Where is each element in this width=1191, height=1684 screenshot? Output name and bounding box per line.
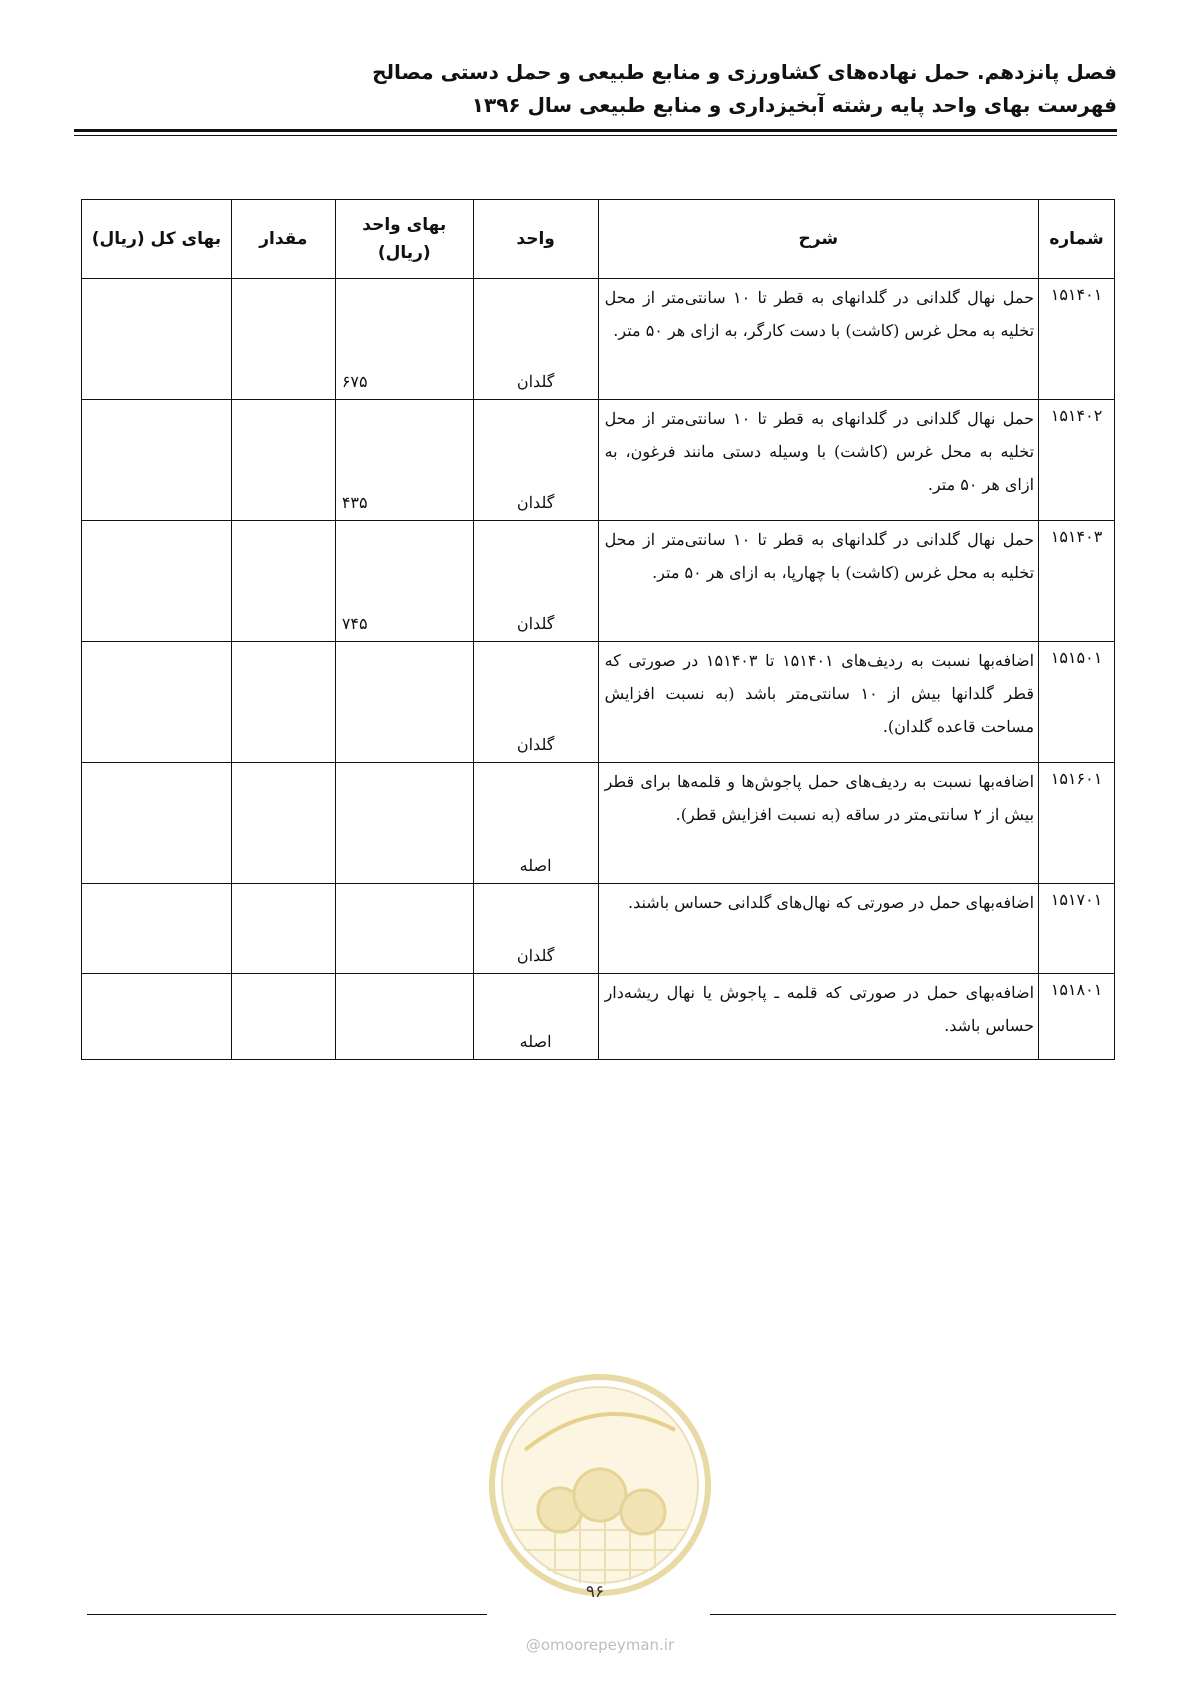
price-list-title: فهرست بهای واحد پایه رشته آبخیزداری و منابع طبیعی سال ۱۳۹۶ [471,93,1117,117]
row-quantity [231,974,335,1060]
row-unit-price [335,642,473,763]
row-number: ۱۵۱۵۰۱ [1039,642,1115,763]
row-description: اضافه‌بهای حمل در صورتی که قلمه ـ پاجوش یا نهال ریشه‌دار حساس باشد. [598,974,1038,1060]
header-rule-thick [74,129,1117,132]
table-row [82,642,1115,763]
seal-logo-icon [485,1370,715,1600]
row-quantity [231,884,335,974]
row-number: ۱۵۱۴۰۲ [1039,400,1115,521]
row-unit-price: ۷۴۵ [335,521,473,642]
watermark-url: @omoorepeyman.ir [525,1636,675,1654]
footer-rule-right [710,1614,1116,1615]
row-number: ۱۵۱۴۰۳ [1039,521,1115,642]
page-header [74,56,1117,122]
header-quantity: مقدار [231,200,335,279]
row-description: حمل نهال گلدانی در گلدانهای به قطر تا ۱۰ سانتی‌متر از محل تخلیه به محل غرس (کاشت) با وسیله دستی مانند فرغون، به ازای هر ۵۰ متر. [598,400,1038,521]
row-quantity [231,642,335,763]
row-quantity [231,763,335,884]
row-description: اضافه‌بهای حمل در صورتی که نهال‌های گلدانی حساس باشند. [598,884,1038,974]
row-quantity [231,400,335,521]
row-unit: اصله [473,763,598,884]
row-quantity [231,521,335,642]
row-number: ۱۵۱۴۰۱ [1039,279,1115,400]
header-total-price: بهای کل (ریال) [82,200,232,279]
header-unit-price [335,200,473,279]
table-row [82,763,1115,884]
row-total [82,642,232,763]
row-unit: گلدان [473,400,598,521]
page-number: ۹۶ [585,1582,605,1602]
header-unit-price-line2: (ریال) [377,243,431,263]
row-total [82,763,232,884]
row-unit: گلدان [473,279,598,400]
row-description: حمل نهال گلدانی در گلدانهای به قطر تا ۱۰ سانتی‌متر از محل تخلیه به محل غرس (کاشت) با دست کارگر، به ازای هر ۵۰ متر. [598,279,1038,400]
watermark-seal [485,1370,715,1600]
header-unit-price-line1: بهای واحد [362,215,447,235]
table-row [82,521,1115,642]
row-total [82,974,232,1060]
table-row [82,279,1115,400]
row-unit-price [335,884,473,974]
row-unit: اصله [473,974,598,1060]
row-unit-price [335,974,473,1060]
footer-rule-left [87,1614,487,1615]
header-number: شماره [1039,200,1115,279]
row-quantity [231,279,335,400]
header-unit: واحد [473,200,598,279]
row-unit: گلدان [473,642,598,763]
table-header-row [82,200,1115,279]
row-description: حمل نهال گلدانی در گلدانهای به قطر تا ۱۰ سانتی‌متر از محل تخلیه به محل غرس (کاشت) با چهارپا، به ازای هر ۵۰ متر. [598,521,1038,642]
header-description: شرح [598,200,1038,279]
row-unit-price: ۴۳۵ [335,400,473,521]
header-rule-thin [74,135,1117,136]
table-row [82,400,1115,521]
row-unit-price: ۶۷۵ [335,279,473,400]
price-table [81,199,1115,1060]
row-description: اضافه‌بها نسبت به ردیف‌های ۱۵۱۴۰۱ تا ۱۵۱۴۰۳ در صورتی که قطر گلدانها بیش از ۱۰ سانتی‌متر باشد (به نسبت افزایش مساحت قاعده گلدان). [598,642,1038,763]
chapter-title: فصل پانزدهم. حمل نهاده‌های کشاورزی و منابع طبیعی و حمل دستی مصالح [372,60,1117,84]
row-number: ۱۵۱۶۰۱ [1039,763,1115,884]
row-total [82,884,232,974]
row-unit: گلدان [473,521,598,642]
row-total [82,521,232,642]
row-unit-price [335,763,473,884]
row-number: ۱۵۱۷۰۱ [1039,884,1115,974]
table-row [82,884,1115,974]
row-total [82,400,232,521]
table-row [82,974,1115,1060]
row-total [82,279,232,400]
row-number: ۱۵۱۸۰۱ [1039,974,1115,1060]
row-description: اضافه‌بها نسبت به ردیف‌های حمل پاجوش‌ها و قلمه‌ها برای قطر بیش از ۲ سانتی‌متر در ساقه (به نسبت افزایش قطر). [598,763,1038,884]
row-unit: گلدان [473,884,598,974]
